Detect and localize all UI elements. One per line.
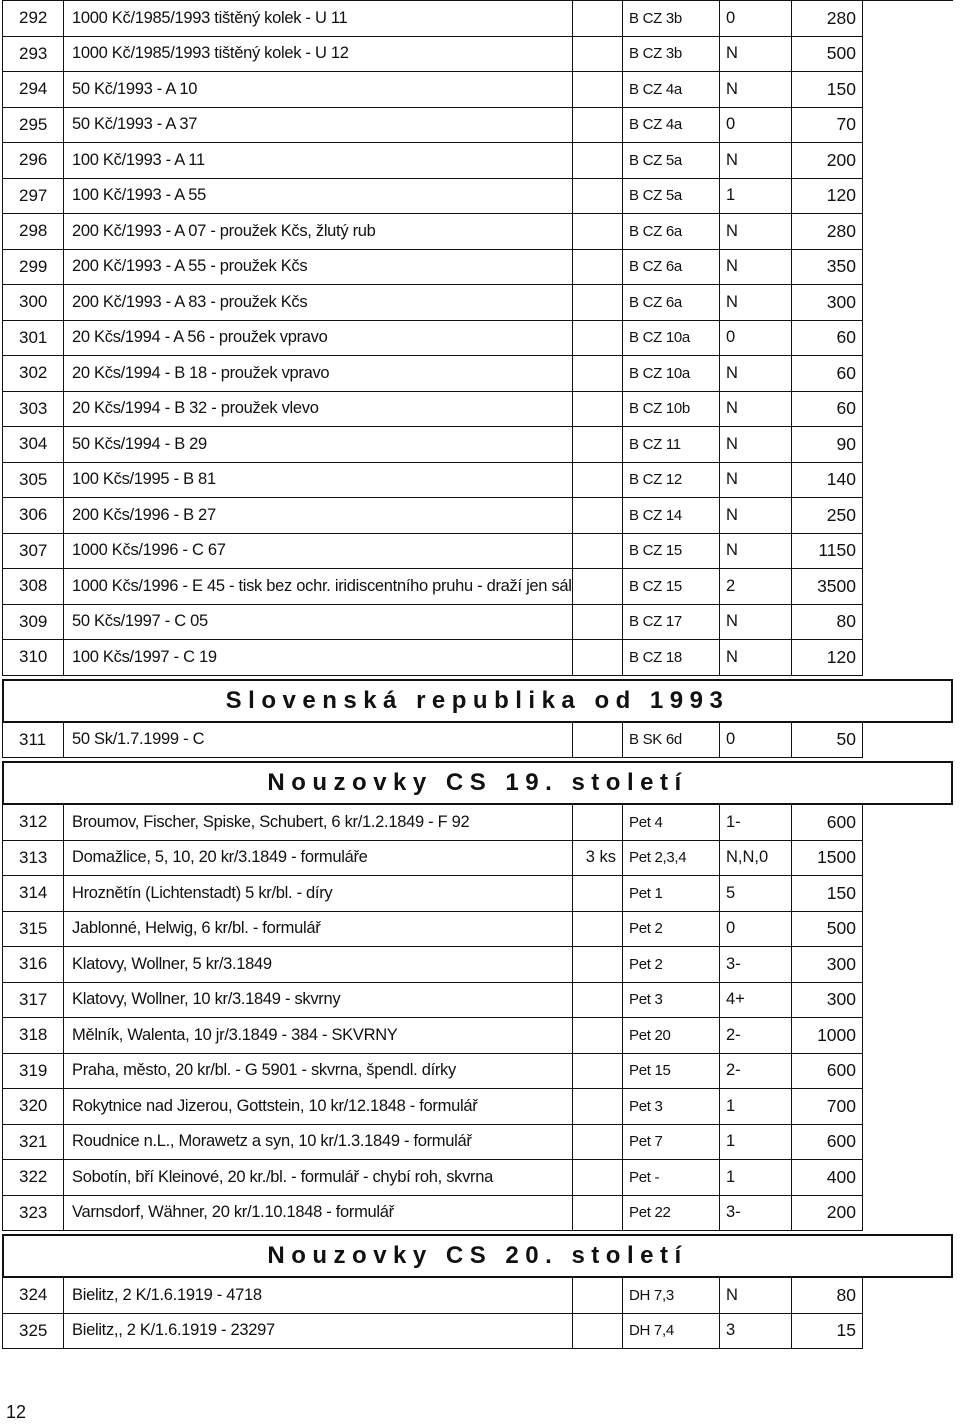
table-row xyxy=(2,108,953,144)
lot-catalog-ref: B CZ 15 xyxy=(623,534,720,570)
table-row xyxy=(2,912,953,948)
lot-condition: N xyxy=(720,285,792,321)
lot-price: 80 xyxy=(792,605,863,641)
lot-quantity xyxy=(573,1196,623,1232)
lot-description: 50 Kčs/1994 - B 29 xyxy=(64,427,573,463)
lot-description: 50 Kč/1993 - A 37 xyxy=(64,108,573,144)
lot-quantity xyxy=(573,250,623,286)
table-row xyxy=(2,37,953,73)
lot-number: 295 xyxy=(2,108,64,144)
table-row xyxy=(2,1054,953,1090)
lot-number: 309 xyxy=(2,605,64,641)
lot-description: 50 Sk/1.7.1999 - C xyxy=(64,723,573,759)
lot-number: 300 xyxy=(2,285,64,321)
section-title: Nouzovky CS 20. století xyxy=(267,1242,688,1269)
lot-catalog-ref: B CZ 4a xyxy=(623,108,720,144)
lot-price: 60 xyxy=(792,356,863,392)
lot-catalog-ref: B CZ 5a xyxy=(623,179,720,215)
table-row xyxy=(2,1196,953,1232)
lot-price: 120 xyxy=(792,179,863,215)
lot-quantity xyxy=(573,1125,623,1161)
table-row xyxy=(2,463,953,499)
lot-price: 90 xyxy=(792,427,863,463)
lot-number: 294 xyxy=(2,72,64,108)
table-row xyxy=(2,723,953,759)
lot-quantity xyxy=(573,143,623,179)
lot-price: 60 xyxy=(792,321,863,357)
lot-quantity xyxy=(573,1,623,37)
lot-condition: 3- xyxy=(720,947,792,983)
lot-number: 315 xyxy=(2,912,64,948)
lot-price: 50 xyxy=(792,723,863,759)
lot-catalog-ref: Pet 2,3,4 xyxy=(623,841,720,877)
lot-price: 1500 xyxy=(792,841,863,877)
table-row xyxy=(2,143,953,179)
lot-price: 500 xyxy=(792,912,863,948)
lot-description: 20 Kčs/1994 - B 32 - proužek vlevo xyxy=(64,392,573,428)
lot-catalog-ref: B SK 6d xyxy=(623,723,720,759)
lot-description: Sobotín, bří Kleinové, 20 kr./bl. - formulář - chybí roh, skvrna xyxy=(64,1160,573,1196)
lot-catalog-ref: B CZ 10a xyxy=(623,321,720,357)
lot-number: 314 xyxy=(2,876,64,912)
lot-number: 299 xyxy=(2,250,64,286)
lot-catalog-ref: Pet 2 xyxy=(623,947,720,983)
auction-catalog-table xyxy=(2,0,953,1349)
lot-condition: N xyxy=(720,1278,792,1314)
table-row xyxy=(2,534,953,570)
table-row xyxy=(2,947,953,983)
lot-price: 1000 xyxy=(792,1018,863,1054)
lot-price: 280 xyxy=(792,1,863,37)
lot-condition: 1 xyxy=(720,1089,792,1125)
lot-number: 298 xyxy=(2,214,64,250)
lot-quantity xyxy=(573,179,623,215)
lot-number: 302 xyxy=(2,356,64,392)
section-heading xyxy=(2,761,953,805)
lot-quantity: 3 ks xyxy=(573,841,623,877)
lot-condition: 4+ xyxy=(720,983,792,1019)
table-row xyxy=(2,498,953,534)
lot-condition: N xyxy=(720,356,792,392)
lot-catalog-ref: B CZ 3b xyxy=(623,1,720,37)
lot-catalog-ref: B CZ 17 xyxy=(623,605,720,641)
lot-description: 100 Kč/1993 - A 55 xyxy=(64,179,573,215)
table-row xyxy=(2,569,953,605)
lot-quantity xyxy=(573,1314,623,1350)
lot-price: 3500 xyxy=(792,569,863,605)
lot-price: 70 xyxy=(792,108,863,144)
lot-description: 1000 Kč/1985/1993 tištěný kolek - U 12 xyxy=(64,37,573,73)
lot-price: 150 xyxy=(792,876,863,912)
lot-price: 600 xyxy=(792,1125,863,1161)
lot-description: 50 Kčs/1997 - C 05 xyxy=(64,605,573,641)
lot-price: 600 xyxy=(792,1054,863,1090)
lot-condition: 5 xyxy=(720,876,792,912)
lot-catalog-ref: B CZ 10b xyxy=(623,392,720,428)
lot-catalog-ref: B CZ 6a xyxy=(623,214,720,250)
lot-price: 400 xyxy=(792,1160,863,1196)
lot-description: 1000 Kč/1985/1993 tištěný kolek - U 11 xyxy=(64,1,573,37)
lot-condition: 1 xyxy=(720,179,792,215)
lot-catalog-ref: B CZ 18 xyxy=(623,640,720,676)
lot-price: 140 xyxy=(792,463,863,499)
lot-condition: N xyxy=(720,392,792,428)
lot-catalog-ref: B CZ 11 xyxy=(623,427,720,463)
lot-price: 300 xyxy=(792,983,863,1019)
lot-description: Rokytnice nad Jizerou, Gottstein, 10 kr/12.1848 - formulář xyxy=(64,1089,573,1125)
table-row xyxy=(2,1160,953,1196)
lot-quantity xyxy=(573,947,623,983)
lot-catalog-ref: Pet 22 xyxy=(623,1196,720,1232)
lot-quantity xyxy=(573,983,623,1019)
table-row xyxy=(2,1278,953,1314)
table-row xyxy=(2,983,953,1019)
lot-catalog-ref: B CZ 3b xyxy=(623,37,720,73)
lot-catalog-ref: Pet 1 xyxy=(623,876,720,912)
lot-catalog-ref: B CZ 15 xyxy=(623,569,720,605)
lot-description: Varnsdorf, Wähner, 20 kr/1.10.1848 - formulář xyxy=(64,1196,573,1232)
lot-quantity xyxy=(573,214,623,250)
lot-catalog-ref: B CZ 6a xyxy=(623,285,720,321)
section-heading xyxy=(2,679,953,723)
lot-quantity xyxy=(573,1054,623,1090)
lot-catalog-ref: Pet 4 xyxy=(623,805,720,841)
lot-quantity xyxy=(573,427,623,463)
lot-condition: 1 xyxy=(720,1125,792,1161)
lot-quantity xyxy=(573,605,623,641)
lot-description: 200 Kč/1993 - A 55 - proužek Kčs xyxy=(64,250,573,286)
lot-quantity xyxy=(573,72,623,108)
lot-number: 320 xyxy=(2,1089,64,1125)
lot-condition: N xyxy=(720,37,792,73)
lot-condition: N xyxy=(720,640,792,676)
lot-description: 200 Kč/1993 - A 07 - proužek Kčs, žlutý rub xyxy=(64,214,573,250)
lot-catalog-ref: Pet 20 xyxy=(623,1018,720,1054)
lot-quantity xyxy=(573,285,623,321)
section-title: Slovenská republika od 1993 xyxy=(225,686,730,714)
lot-description: Klatovy, Wollner, 5 kr/3.1849 xyxy=(64,947,573,983)
table-row xyxy=(2,392,953,428)
lot-number: 324 xyxy=(2,1278,64,1314)
lot-condition: N xyxy=(720,214,792,250)
lot-price: 700 xyxy=(792,1089,863,1125)
lot-description: Mělník, Walenta, 10 jr/3.1849 - 384 - SKVRNY xyxy=(64,1018,573,1054)
lot-price: 250 xyxy=(792,498,863,534)
table-row xyxy=(2,356,953,392)
lot-description: Domažlice, 5, 10, 20 kr/3.1849 - formuláře xyxy=(64,841,573,877)
lot-condition: 0 xyxy=(720,1,792,37)
lot-quantity xyxy=(573,876,623,912)
lot-catalog-ref: Pet 15 xyxy=(623,1054,720,1090)
table-row xyxy=(2,1314,953,1350)
lot-condition: N xyxy=(720,498,792,534)
lot-quantity xyxy=(573,356,623,392)
lot-description: 20 Kčs/1994 - A 56 - proužek vpravo xyxy=(64,321,573,357)
lot-quantity xyxy=(573,498,623,534)
lot-quantity xyxy=(573,321,623,357)
lot-quantity xyxy=(573,805,623,841)
lot-catalog-ref: B CZ 6a xyxy=(623,250,720,286)
lot-condition: 3- xyxy=(720,1196,792,1232)
lot-number: 296 xyxy=(2,143,64,179)
lot-description: Hroznětín (Lichtenstadt) 5 kr/bl. - díry xyxy=(64,876,573,912)
lot-quantity xyxy=(573,1278,623,1314)
lot-number: 293 xyxy=(2,37,64,73)
lot-description: Klatovy, Wollner, 10 kr/3.1849 - skvrny xyxy=(64,983,573,1019)
lot-price: 300 xyxy=(792,947,863,983)
lot-description: 100 Kč/1993 - A 11 xyxy=(64,143,573,179)
table-row xyxy=(2,214,953,250)
lot-description: Broumov, Fischer, Spiske, Schubert, 6 kr/1.2.1849 - F 92 xyxy=(64,805,573,841)
lot-price: 200 xyxy=(792,143,863,179)
lot-number: 308 xyxy=(2,569,64,605)
lot-description: 100 Kčs/1997 - C 19 xyxy=(64,640,573,676)
lot-price: 60 xyxy=(792,392,863,428)
lot-catalog-ref: Pet 2 xyxy=(623,912,720,948)
table-row xyxy=(2,250,953,286)
lot-condition: 0 xyxy=(720,912,792,948)
lot-quantity xyxy=(573,1089,623,1125)
lot-number: 311 xyxy=(2,723,64,759)
lot-catalog-ref: B CZ 14 xyxy=(623,498,720,534)
page-number: 12 xyxy=(6,1402,27,1422)
lot-condition: 1- xyxy=(720,805,792,841)
table-row xyxy=(2,72,953,108)
lot-number: 317 xyxy=(2,983,64,1019)
table-row xyxy=(2,1125,953,1161)
section-title: Nouzovky CS 19. století xyxy=(267,769,688,796)
lot-number: 316 xyxy=(2,947,64,983)
lot-quantity xyxy=(573,534,623,570)
lot-number: 307 xyxy=(2,534,64,570)
lot-quantity xyxy=(573,463,623,499)
lot-number: 322 xyxy=(2,1160,64,1196)
lot-quantity xyxy=(573,912,623,948)
lot-condition: N xyxy=(720,534,792,570)
lot-number: 306 xyxy=(2,498,64,534)
lot-description: 50 Kč/1993 - A 10 xyxy=(64,72,573,108)
lot-quantity xyxy=(573,569,623,605)
lot-number: 304 xyxy=(2,427,64,463)
lot-description: 20 Kčs/1994 - B 18 - proužek vpravo xyxy=(64,356,573,392)
lot-quantity xyxy=(573,723,623,759)
lot-condition: 3 xyxy=(720,1314,792,1350)
lot-description: Praha, město, 20 kr/bl. - G 5901 - skvrna, špendl. dírky xyxy=(64,1054,573,1090)
lot-number: 292 xyxy=(2,1,64,37)
lot-catalog-ref: Pet 3 xyxy=(623,1089,720,1125)
lot-condition: 0 xyxy=(720,723,792,759)
lot-price: 300 xyxy=(792,285,863,321)
lot-number: 310 xyxy=(2,640,64,676)
lot-condition: N xyxy=(720,605,792,641)
lot-number: 301 xyxy=(2,321,64,357)
lot-description: Bielitz,, 2 K/1.6.1919 - 23297 xyxy=(64,1314,573,1350)
table-row xyxy=(2,179,953,215)
lot-quantity xyxy=(573,1018,623,1054)
lot-quantity xyxy=(573,1160,623,1196)
lot-condition: N,N,0 xyxy=(720,841,792,877)
table-row xyxy=(2,0,953,37)
lot-number: 319 xyxy=(2,1054,64,1090)
lot-catalog-ref: B CZ 4a xyxy=(623,72,720,108)
lot-number: 325 xyxy=(2,1314,64,1350)
table-row xyxy=(2,640,953,676)
lot-catalog-ref: B CZ 12 xyxy=(623,463,720,499)
lot-condition: 1 xyxy=(720,1160,792,1196)
lot-condition: N xyxy=(720,250,792,286)
table-row xyxy=(2,805,953,841)
lot-condition: 0 xyxy=(720,108,792,144)
table-row xyxy=(2,285,953,321)
lot-description: 1000 Kčs/1996 - C 67 xyxy=(64,534,573,570)
table-row xyxy=(2,321,953,357)
lot-description: 200 Kčs/1996 - B 27 xyxy=(64,498,573,534)
lot-description: 200 Kč/1993 - A 83 - proužek Kčs xyxy=(64,285,573,321)
lot-number: 303 xyxy=(2,392,64,428)
lot-price: 600 xyxy=(792,805,863,841)
lot-description: Roudnice n.L., Morawetz a syn, 10 kr/1.3.1849 - formulář xyxy=(64,1125,573,1161)
lot-condition: N xyxy=(720,72,792,108)
lot-condition: 0 xyxy=(720,321,792,357)
lot-price: 80 xyxy=(792,1278,863,1314)
lot-number: 313 xyxy=(2,841,64,877)
lot-condition: N xyxy=(720,143,792,179)
lot-catalog-ref: DH 7,4 xyxy=(623,1314,720,1350)
lot-catalog-ref: B CZ 5a xyxy=(623,143,720,179)
lot-quantity xyxy=(573,108,623,144)
lot-description: Jablonné, Helwig, 6 kr/bl. - formulář xyxy=(64,912,573,948)
lot-condition: N xyxy=(720,427,792,463)
lot-price: 1150 xyxy=(792,534,863,570)
lot-quantity xyxy=(573,392,623,428)
lot-price: 350 xyxy=(792,250,863,286)
lot-number: 312 xyxy=(2,805,64,841)
table-row xyxy=(2,427,953,463)
lot-condition: 2- xyxy=(720,1018,792,1054)
lot-catalog-ref: Pet - xyxy=(623,1160,720,1196)
lot-condition: 2- xyxy=(720,1054,792,1090)
table-row xyxy=(2,605,953,641)
lot-description: 1000 Kčs/1996 - E 45 - tisk bez ochr. iridiscentního pruhu - draží jen sál xyxy=(64,569,573,605)
lot-description: 100 Kčs/1995 - B 81 xyxy=(64,463,573,499)
lot-price: 500 xyxy=(792,37,863,73)
lot-catalog-ref: Pet 7 xyxy=(623,1125,720,1161)
table-row xyxy=(2,1089,953,1125)
lot-quantity xyxy=(573,37,623,73)
table-row xyxy=(2,841,953,877)
lot-price: 150 xyxy=(792,72,863,108)
lot-catalog-ref: B CZ 10a xyxy=(623,356,720,392)
section-heading xyxy=(2,1234,953,1278)
lot-number: 305 xyxy=(2,463,64,499)
lot-catalog-ref: DH 7,3 xyxy=(623,1278,720,1314)
lot-condition: N xyxy=(720,463,792,499)
lot-condition: 2 xyxy=(720,569,792,605)
table-row xyxy=(2,876,953,912)
lot-quantity xyxy=(573,640,623,676)
lot-price: 200 xyxy=(792,1196,863,1232)
lot-number: 297 xyxy=(2,179,64,215)
lot-description: Bielitz, 2 K/1.6.1919 - 4718 xyxy=(64,1278,573,1314)
lot-price: 280 xyxy=(792,214,863,250)
lot-price: 120 xyxy=(792,640,863,676)
lot-price: 15 xyxy=(792,1314,863,1350)
lot-number: 318 xyxy=(2,1018,64,1054)
lot-number: 323 xyxy=(2,1196,64,1232)
lot-number: 321 xyxy=(2,1125,64,1161)
table-row xyxy=(2,1018,953,1054)
lot-catalog-ref: Pet 3 xyxy=(623,983,720,1019)
